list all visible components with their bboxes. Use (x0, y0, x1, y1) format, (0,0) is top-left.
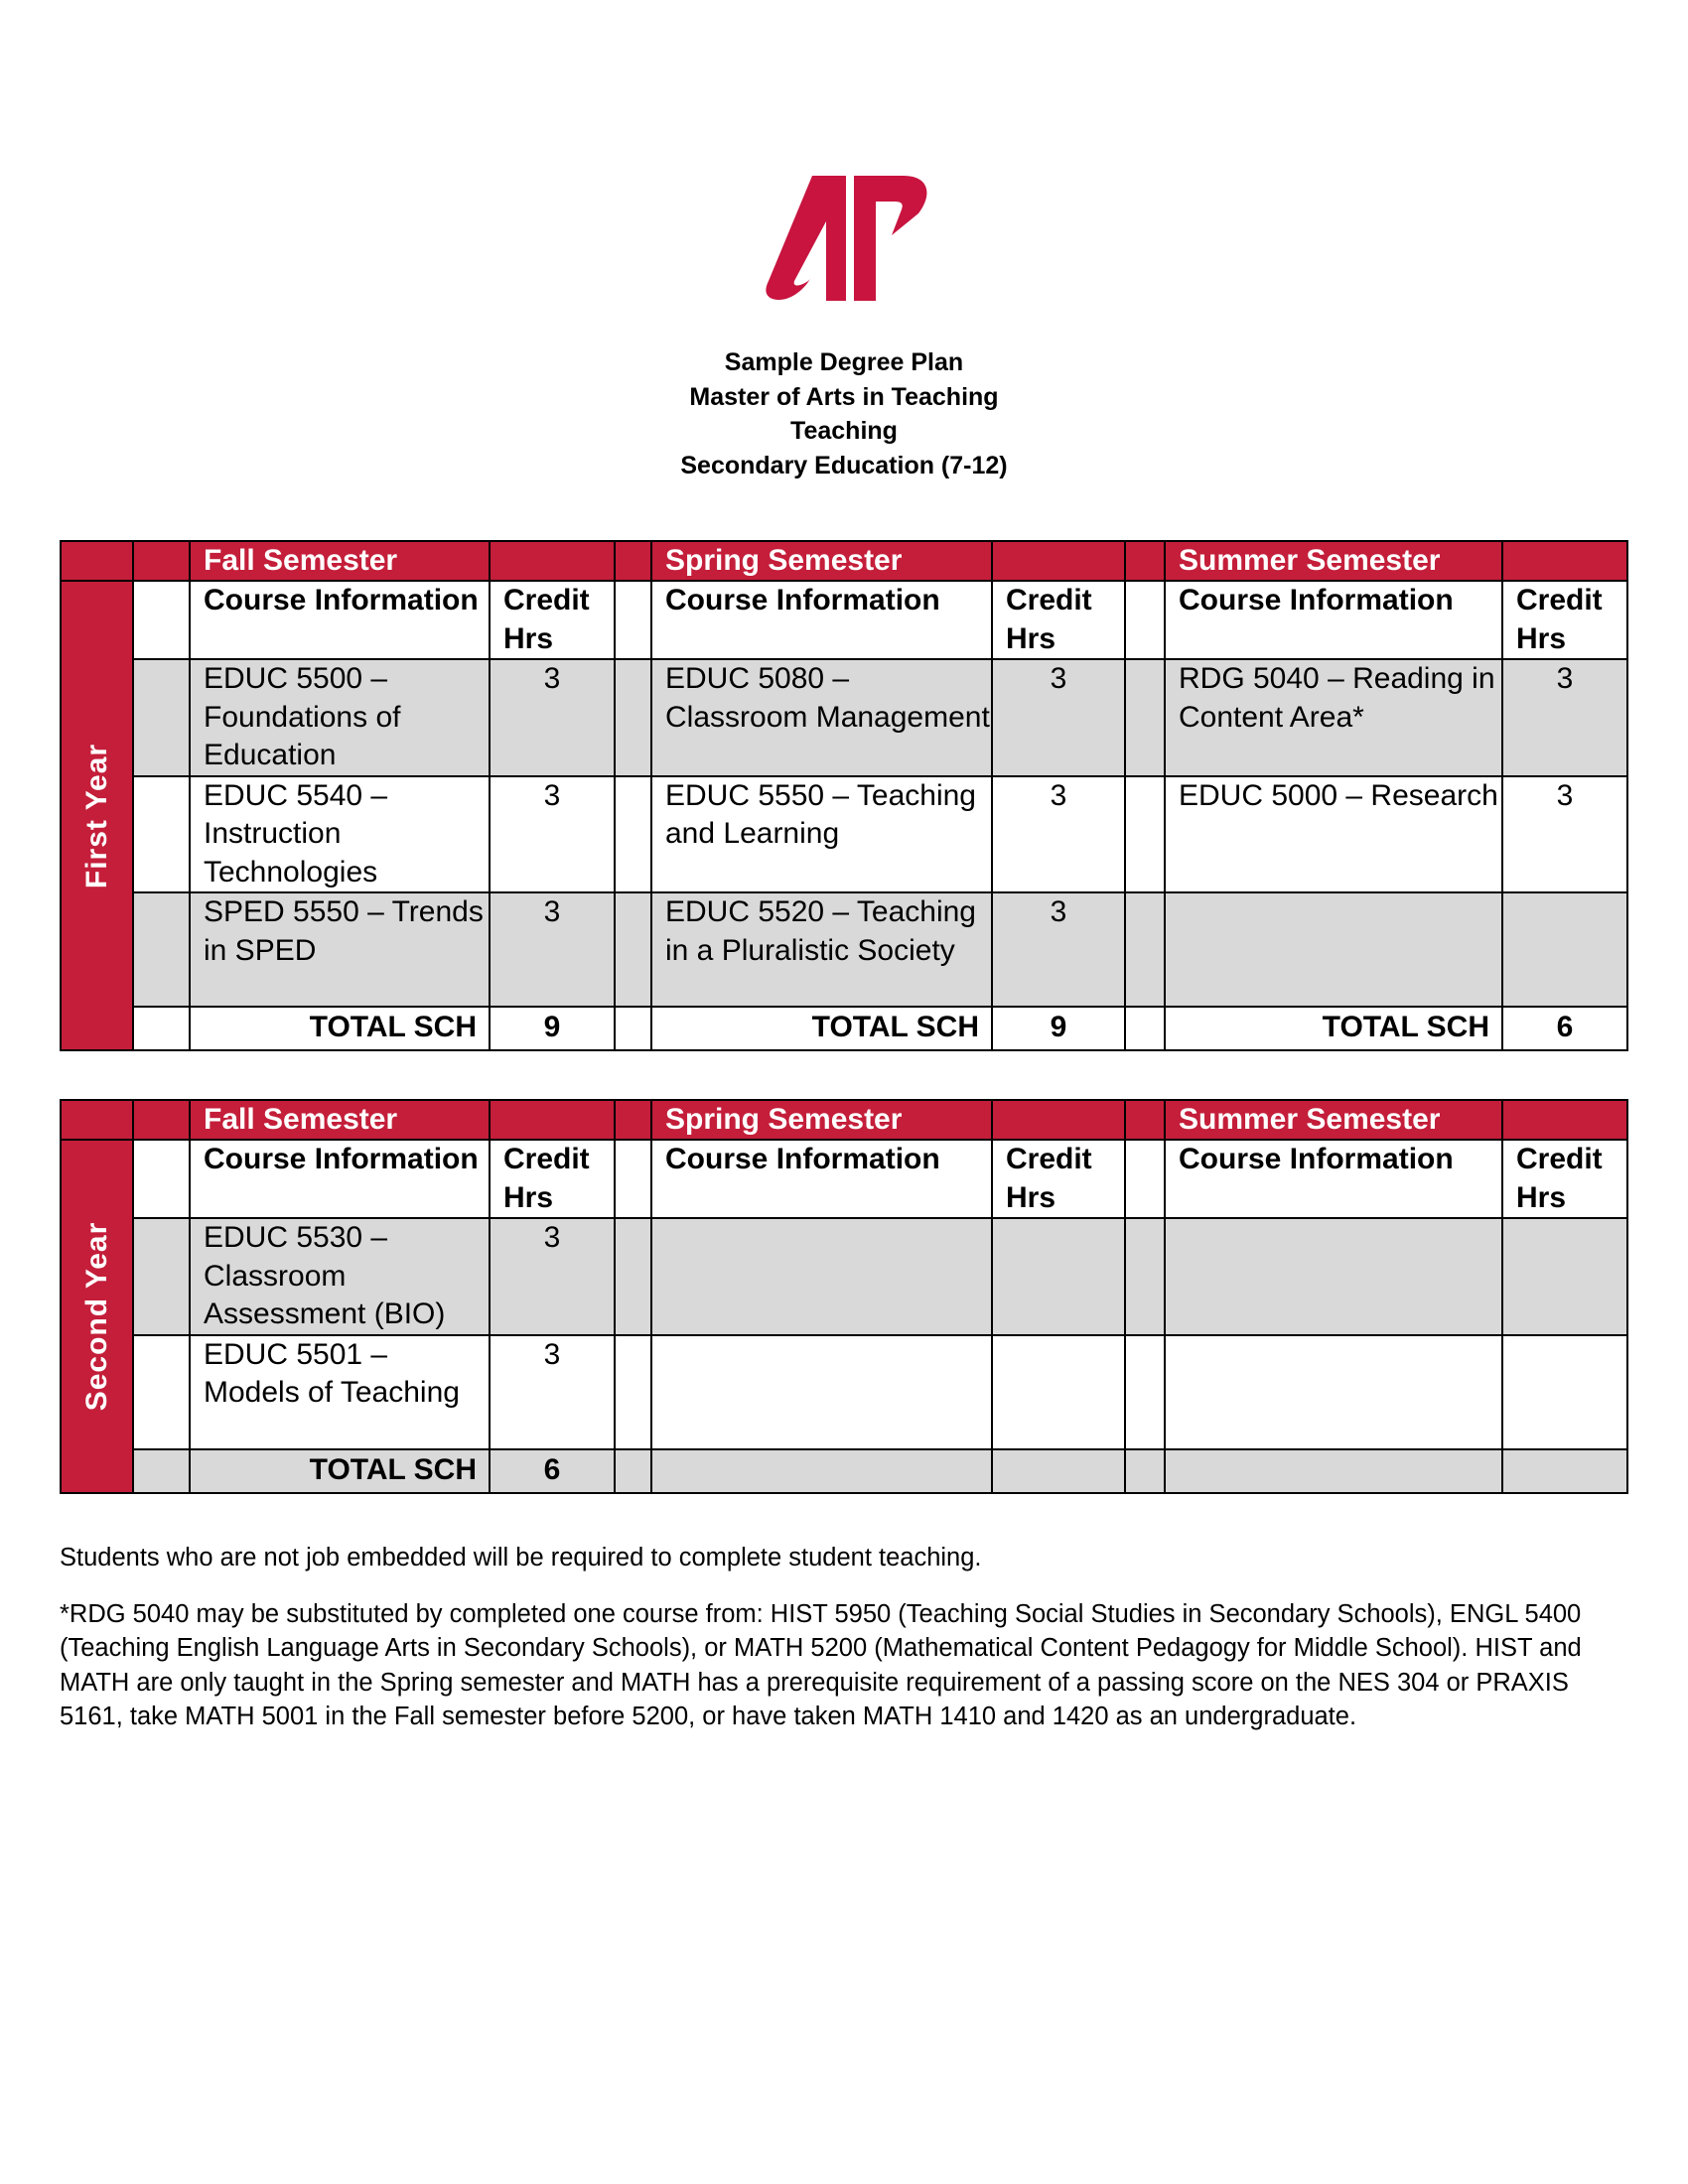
spacer-cell (615, 1449, 651, 1493)
fall-course: EDUC 5500 – Foundations of Education (190, 659, 490, 776)
header-blank (490, 1100, 615, 1140)
summer-course: EDUC 5000 – Research (1165, 776, 1502, 893)
rdg-substitution-note: *RDG 5040 may be substituted by completed one course from: HIST 5950 (Teaching Social Studies in Secondary Schools), ENGL 5400 (Teaching English Language Arts in Secondary Schools), or MATH 5200 (Mathematical Content Pedagogy for Middle School). HIST and MATH are only taught in the Spring semester and MATH has a prerequisite requirement of a passing score on the NES 304 or PRAXIS 5161, take MATH 5001 in the Fall semester before 5200, or have taken MATH 1410 and 1420 as an undergraduate. (60, 1599, 1582, 1730)
spacer-cell (615, 892, 651, 1007)
spacer-cell (133, 541, 190, 581)
second-year-table (60, 1099, 1628, 1494)
spacer-cell (1125, 1218, 1165, 1335)
spring-course (651, 1218, 992, 1335)
summer-credit (1502, 892, 1627, 1007)
header-blank (992, 541, 1125, 581)
spring-course: EDUC 5550 – Teaching and Learning (651, 776, 992, 893)
header-blank (1502, 541, 1627, 581)
university-logo (755, 174, 933, 303)
spring-course (651, 1335, 992, 1449)
semester-header-row (61, 541, 1627, 581)
column-header-row (61, 581, 1627, 659)
spacer-cell (133, 1218, 190, 1335)
spring-course-header: Course Information (651, 581, 992, 659)
summer-credit: 3 (1502, 776, 1627, 893)
spacer-cell (615, 1100, 651, 1140)
spacer-cell (1125, 1335, 1165, 1449)
spring-course-header: Course Information (651, 1140, 992, 1218)
spring-total-value (992, 1449, 1125, 1493)
summer-semester-header: Summer Semester (1165, 541, 1502, 581)
spacer-cell (1125, 892, 1165, 1007)
course-row (61, 776, 1627, 893)
student-teaching-note: Students who are not job embedded will be required to complete student teaching. (60, 1544, 982, 1571)
fall-credit: 3 (490, 1335, 615, 1449)
fall-course: SPED 5550 – Trends in SPED (190, 892, 490, 1007)
spring-semester-header: Spring Semester (651, 1100, 992, 1140)
spacer-cell (133, 659, 190, 776)
spring-course: EDUC 5080 – Classroom Management (651, 659, 992, 776)
spacer-cell (133, 1449, 190, 1493)
spring-credit: 3 (992, 659, 1125, 776)
fall-credit-header: Credit Hrs (490, 1140, 615, 1218)
header-blank (490, 541, 615, 581)
corner-cell (61, 541, 133, 581)
spacer-cell (1125, 541, 1165, 581)
summer-credit (1502, 1218, 1627, 1335)
spring-credit (992, 1218, 1125, 1335)
summer-credit-header: Credit Hrs (1502, 581, 1627, 659)
year-label-cell (61, 581, 133, 1050)
spring-total-blank (651, 1449, 992, 1493)
summer-total-value (1502, 1449, 1627, 1493)
fall-total-label: TOTAL SCH (190, 1449, 490, 1493)
summer-course (1165, 892, 1502, 1007)
spring-semester-header: Spring Semester (651, 541, 992, 581)
summer-credit (1502, 1335, 1627, 1449)
year-label: First Year (79, 743, 113, 888)
fall-course-header: Course Information (190, 581, 490, 659)
spacer-cell (615, 1140, 651, 1218)
fall-course-header: Course Information (190, 1140, 490, 1218)
title-line-3: Teaching (790, 417, 898, 445)
spacer-cell (133, 1335, 190, 1449)
spacer-cell (615, 776, 651, 893)
spacer-cell (1125, 1007, 1165, 1050)
header-blank (992, 1100, 1125, 1140)
course-row (61, 659, 1627, 776)
spring-credit: 3 (992, 892, 1125, 1007)
title-line-1: Sample Degree Plan (724, 348, 964, 376)
spacer-cell (133, 892, 190, 1007)
spring-credit (992, 1335, 1125, 1449)
spacer-cell (615, 1007, 651, 1050)
summer-course (1165, 1218, 1502, 1335)
summer-credit-header: Credit Hrs (1502, 1140, 1627, 1218)
summer-total-value: 6 (1502, 1007, 1627, 1050)
fall-total-label: TOTAL SCH (190, 1007, 490, 1050)
summer-course: RDG 5040 – Reading in Content Area* (1165, 659, 1502, 776)
ap-logo-icon (755, 174, 933, 303)
fall-credit-header: Credit Hrs (490, 581, 615, 659)
spacer-cell (1125, 581, 1165, 659)
document-title (0, 345, 1688, 482)
fall-course: EDUC 5540 – Instruction Technologies (190, 776, 490, 893)
title-line-4: Secondary Education (7-12) (680, 451, 1008, 479)
summer-credit: 3 (1502, 659, 1627, 776)
column-header-row (61, 1140, 1627, 1218)
title-line-2: Master of Arts in Teaching (689, 382, 999, 411)
total-row (61, 1449, 1627, 1493)
fall-credit: 3 (490, 776, 615, 893)
corner-cell (61, 1100, 133, 1140)
summer-course (1165, 1335, 1502, 1449)
summer-total-label: TOTAL SCH (1165, 1007, 1502, 1050)
course-row (61, 1218, 1627, 1335)
spacer-cell (1125, 659, 1165, 776)
spacer-cell (1125, 776, 1165, 893)
course-row (61, 1335, 1627, 1449)
spacer-cell (615, 541, 651, 581)
spring-course: EDUC 5520 – Teaching in a Pluralistic Society (651, 892, 992, 1007)
spacer-cell (615, 659, 651, 776)
fall-total-value: 6 (490, 1449, 615, 1493)
spacer-cell (615, 1218, 651, 1335)
summer-course-header: Course Information (1165, 1140, 1502, 1218)
spring-credit: 3 (992, 776, 1125, 893)
header-blank (1502, 1100, 1627, 1140)
spacer-cell (1125, 1140, 1165, 1218)
year-label: Second Year (79, 1221, 113, 1412)
summer-course-header: Course Information (1165, 581, 1502, 659)
spring-total-value: 9 (992, 1007, 1125, 1050)
total-row (61, 1007, 1627, 1050)
semester-header-row (61, 1100, 1627, 1140)
spring-credit-header: Credit Hrs (992, 1140, 1125, 1218)
course-row (61, 892, 1627, 1007)
first-year-table (60, 540, 1628, 1051)
spacer-cell (133, 1100, 190, 1140)
spacer-cell (133, 1007, 190, 1050)
fall-credit: 3 (490, 1218, 615, 1335)
spacer-cell (133, 1140, 190, 1218)
spacer-cell (1125, 1100, 1165, 1140)
summer-semester-header: Summer Semester (1165, 1100, 1502, 1140)
fall-semester-header: Fall Semester (190, 541, 490, 581)
spacer-cell (615, 1335, 651, 1449)
footnotes (60, 1541, 1638, 1756)
year-label-cell (61, 1140, 133, 1493)
spacer-cell (133, 581, 190, 659)
spacer-cell (1125, 1449, 1165, 1493)
spacer-cell (133, 776, 190, 893)
fall-total-value: 9 (490, 1007, 615, 1050)
spacer-cell (615, 581, 651, 659)
fall-credit: 3 (490, 659, 615, 776)
spring-total-label: TOTAL SCH (651, 1007, 992, 1050)
spring-credit-header: Credit Hrs (992, 581, 1125, 659)
fall-course: EDUC 5501 – Models of Teaching (190, 1335, 490, 1449)
summer-total-blank (1165, 1449, 1502, 1493)
fall-semester-header: Fall Semester (190, 1100, 490, 1140)
fall-credit: 3 (490, 892, 615, 1007)
fall-course: EDUC 5530 – Classroom Assessment (BIO) (190, 1218, 490, 1335)
